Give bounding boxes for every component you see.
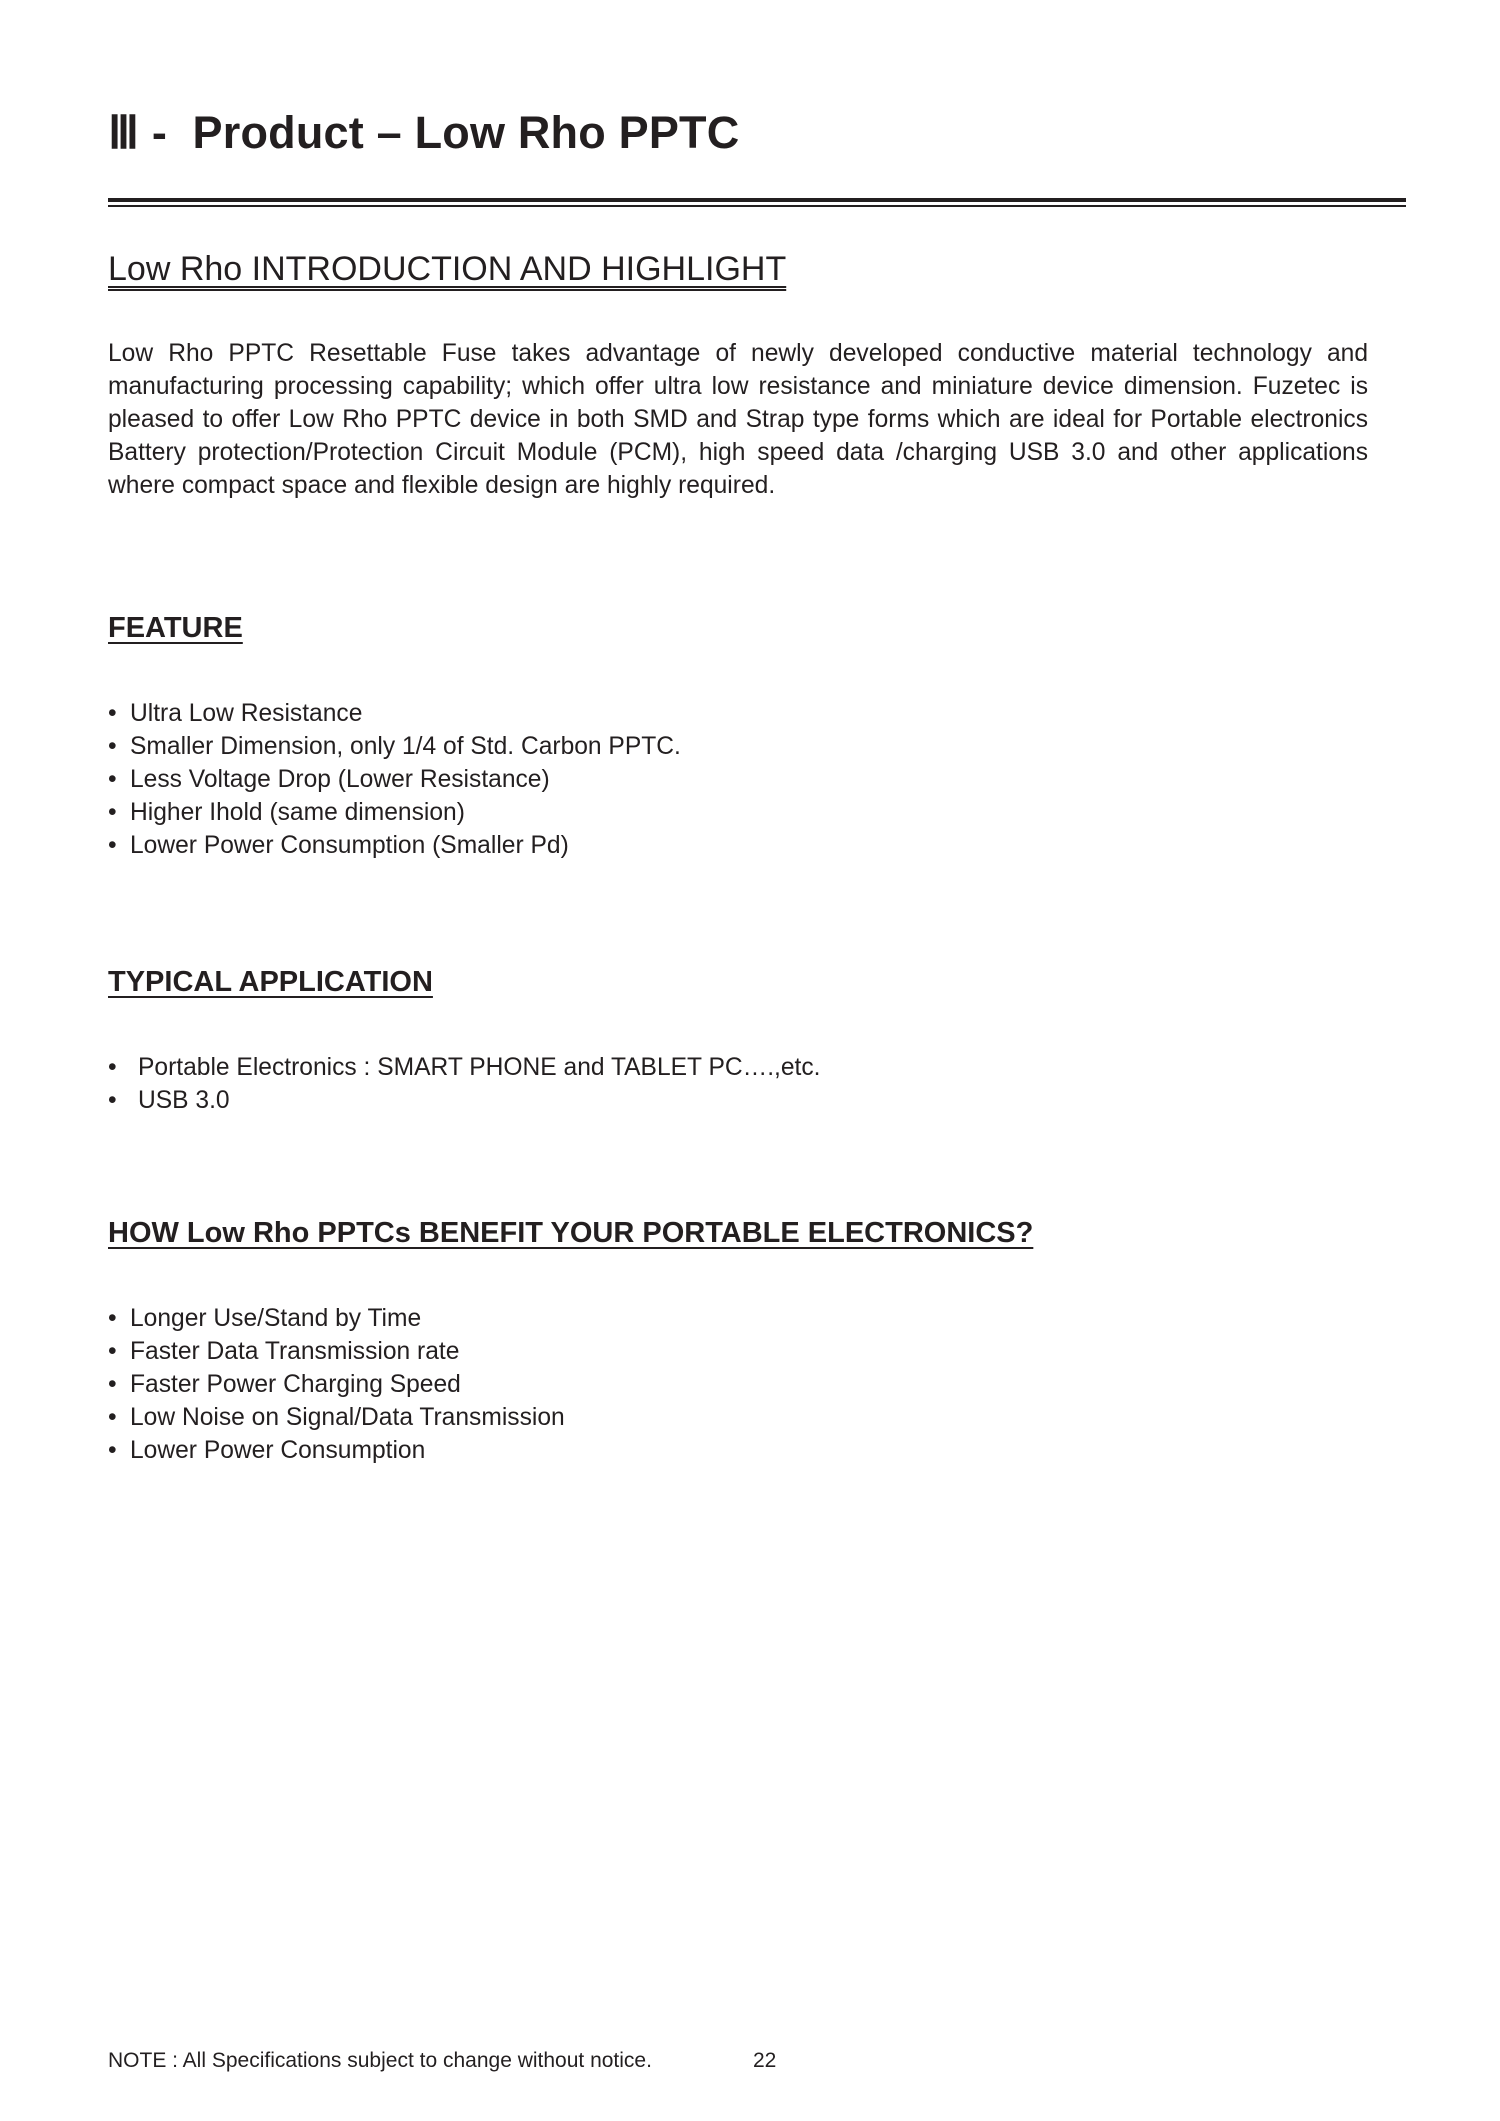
feature-list <box>108 697 681 862</box>
benefit-list <box>108 1302 565 1467</box>
list-item <box>108 1335 565 1368</box>
chapter-heading <box>108 106 739 159</box>
bullet-icon: • <box>108 700 117 727</box>
list-item-text: Portable Electronics : SMART PHONE and TABLET PC….,etc. <box>138 1054 821 1081</box>
list-item-text: Lower Power Consumption (Smaller Pd) <box>130 832 569 859</box>
bullet-icon: • <box>108 1404 117 1431</box>
list-item <box>108 697 681 730</box>
list-item-text: Less Voltage Drop (Lower Resistance) <box>130 766 550 793</box>
list-item <box>108 1302 565 1335</box>
bullet-icon: • <box>108 766 117 793</box>
list-item <box>108 1401 565 1434</box>
list-item-text: Smaller Dimension, only 1/4 of Std. Carbon PPTC. <box>130 733 681 760</box>
list-item <box>108 829 681 862</box>
list-item-text: Ultra Low Resistance <box>130 700 363 727</box>
list-item <box>108 1434 565 1467</box>
list-item-text: Longer Use/Stand by Time <box>130 1305 422 1332</box>
list-item-text: Faster Power Charging Speed <box>130 1371 461 1398</box>
bullet-icon: • <box>108 799 117 826</box>
heading-rule-thin <box>108 205 1406 207</box>
chapter-numeral: Ⅲ <box>108 108 140 158</box>
page-footer <box>108 2049 777 2073</box>
list-item <box>108 796 681 829</box>
bullet-icon: • <box>108 733 117 760</box>
list-item <box>108 1051 821 1084</box>
list-item <box>108 730 681 763</box>
chapter-title: Product – Low Rho PPTC <box>192 107 740 158</box>
list-item-text: USB 3.0 <box>138 1087 230 1114</box>
list-item <box>108 763 681 796</box>
heading-rule-thick <box>108 198 1406 202</box>
feature-title: FEATURE <box>108 612 243 644</box>
list-item <box>108 1368 565 1401</box>
list-item-text: Low Noise on Signal/Data Transmission <box>130 1404 565 1431</box>
list-item-text: Lower Power Consumption <box>130 1437 426 1464</box>
bullet-icon: • <box>108 1371 117 1398</box>
application-title: TYPICAL APPLICATION <box>108 966 433 998</box>
page-number: 22 <box>753 2049 777 2072</box>
intro-paragraph: Low Rho PPTC Resettable Fuse takes advantage of newly developed conductive material technology and manufacturing processing capability; which offer ultra low resistance and miniature device dimension. Fuzetec is pleased to offer Low Rho PPTC device in both SMD and Strap type forms which are ideal for Portable electronics Battery protection/Protection Circuit Module (PCM), high speed data /charging USB 3.0 and other applications where compact space and flexible design are highly required. <box>108 340 1368 499</box>
bullet-icon: • <box>108 1087 117 1114</box>
footer-note: NOTE : All Specifications subject to change without notice. <box>108 2049 652 2072</box>
bullet-icon: • <box>108 1338 117 1365</box>
list-item <box>108 1084 821 1117</box>
bullet-icon: • <box>108 1437 117 1464</box>
bullet-icon: • <box>108 832 117 859</box>
bullet-icon: • <box>108 1054 117 1081</box>
chapter-separator: - <box>139 107 193 158</box>
benefit-title: HOW Low Rho PPTCs BENEFIT YOUR PORTABLE ELECTRONICS? <box>108 1217 1034 1249</box>
list-item-text: Higher Ihold (same dimension) <box>130 799 465 826</box>
list-item-text: Faster Data Transmission rate <box>130 1338 460 1365</box>
application-list <box>108 1051 821 1117</box>
bullet-icon: • <box>108 1305 117 1332</box>
intro-title: Low Rho INTRODUCTION AND HIGHLIGHT <box>108 250 787 288</box>
